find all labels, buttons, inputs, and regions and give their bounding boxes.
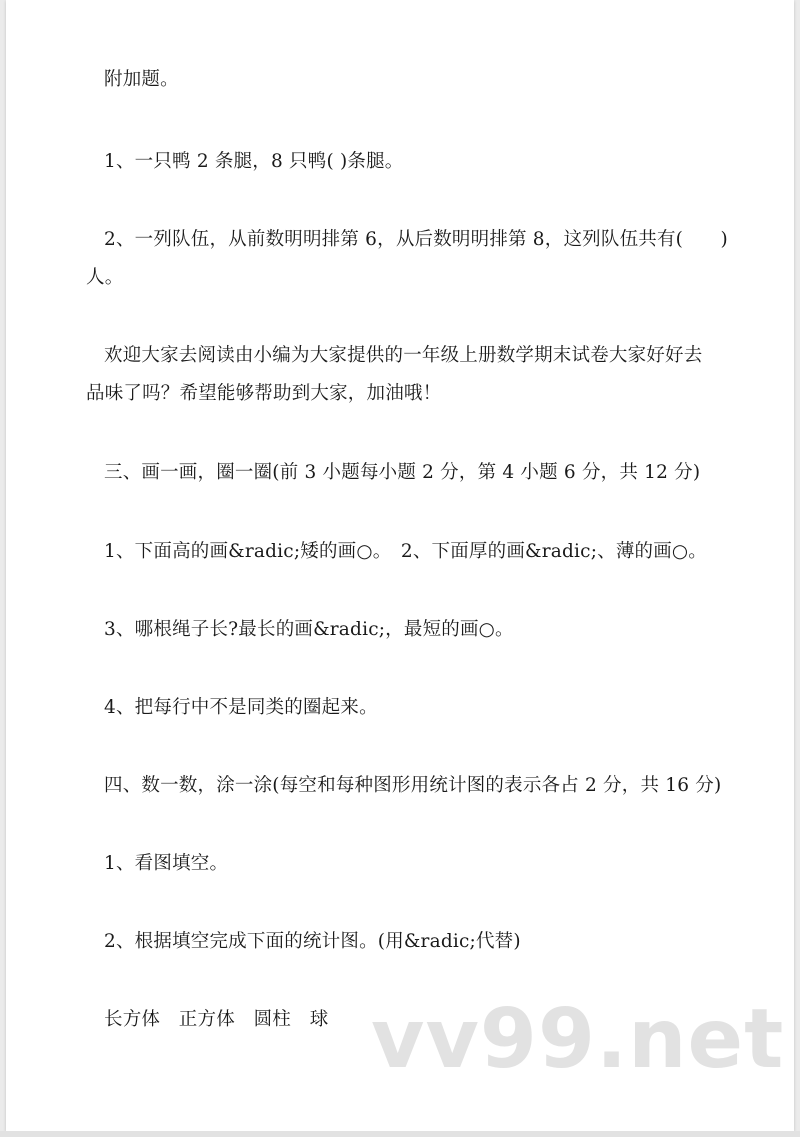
question-rope-length: 3、哪根绳子长?最长的画&radic;，最短的画○。 (104, 619, 514, 640)
question-queue-line-2: 人。 (86, 267, 124, 288)
section-three-heading: 三、画一画，圈一圈(前 3 小题每小题 2 分，第 4 小题 6 分，共 12 分) (104, 462, 701, 483)
question-circle-odd-one: 4、把每行中不是同类的圈起来。 (104, 697, 378, 718)
question-fill-in-blank: 1、看图填空。 (104, 853, 229, 874)
question-duck-legs: 1、一只鸭 2 条腿，8 只鸭( )条腿。 (104, 151, 404, 172)
section-four-heading: 四、数一数，涂一涂(每空和每种图形用统计图的表示各占 2 分，共 16 分) (104, 775, 722, 796)
document-page (6, 0, 794, 1131)
watermark-logo: vv99.net (371, 992, 785, 1087)
supplementary-heading: 附加题。 (104, 69, 179, 90)
shape-names-row: 长方体 正方体 圆柱 球 (104, 1009, 329, 1030)
question-queue-line-1: 2、一列队伍，从前数明明排第 6，从后数明明排第 8，这列队伍共有( ) (104, 229, 728, 250)
welcome-paragraph-line-2: 品味了吗？希望能够帮助到大家，加油哦！ (86, 383, 442, 404)
question-tall-short-thick-thin: 1、下面高的画&radic;矮的画○。 2、下面厚的画&radic;、薄的画○。 (104, 541, 707, 562)
question-complete-chart: 2、根据填空完成下面的统计图。(用&radic;代替) (104, 931, 521, 952)
page-bottom-edge (0, 1131, 800, 1137)
welcome-paragraph-line-1: 欢迎大家去阅读由小编为大家提供的一年级上册数学期末试卷大家好好去 (104, 345, 703, 366)
